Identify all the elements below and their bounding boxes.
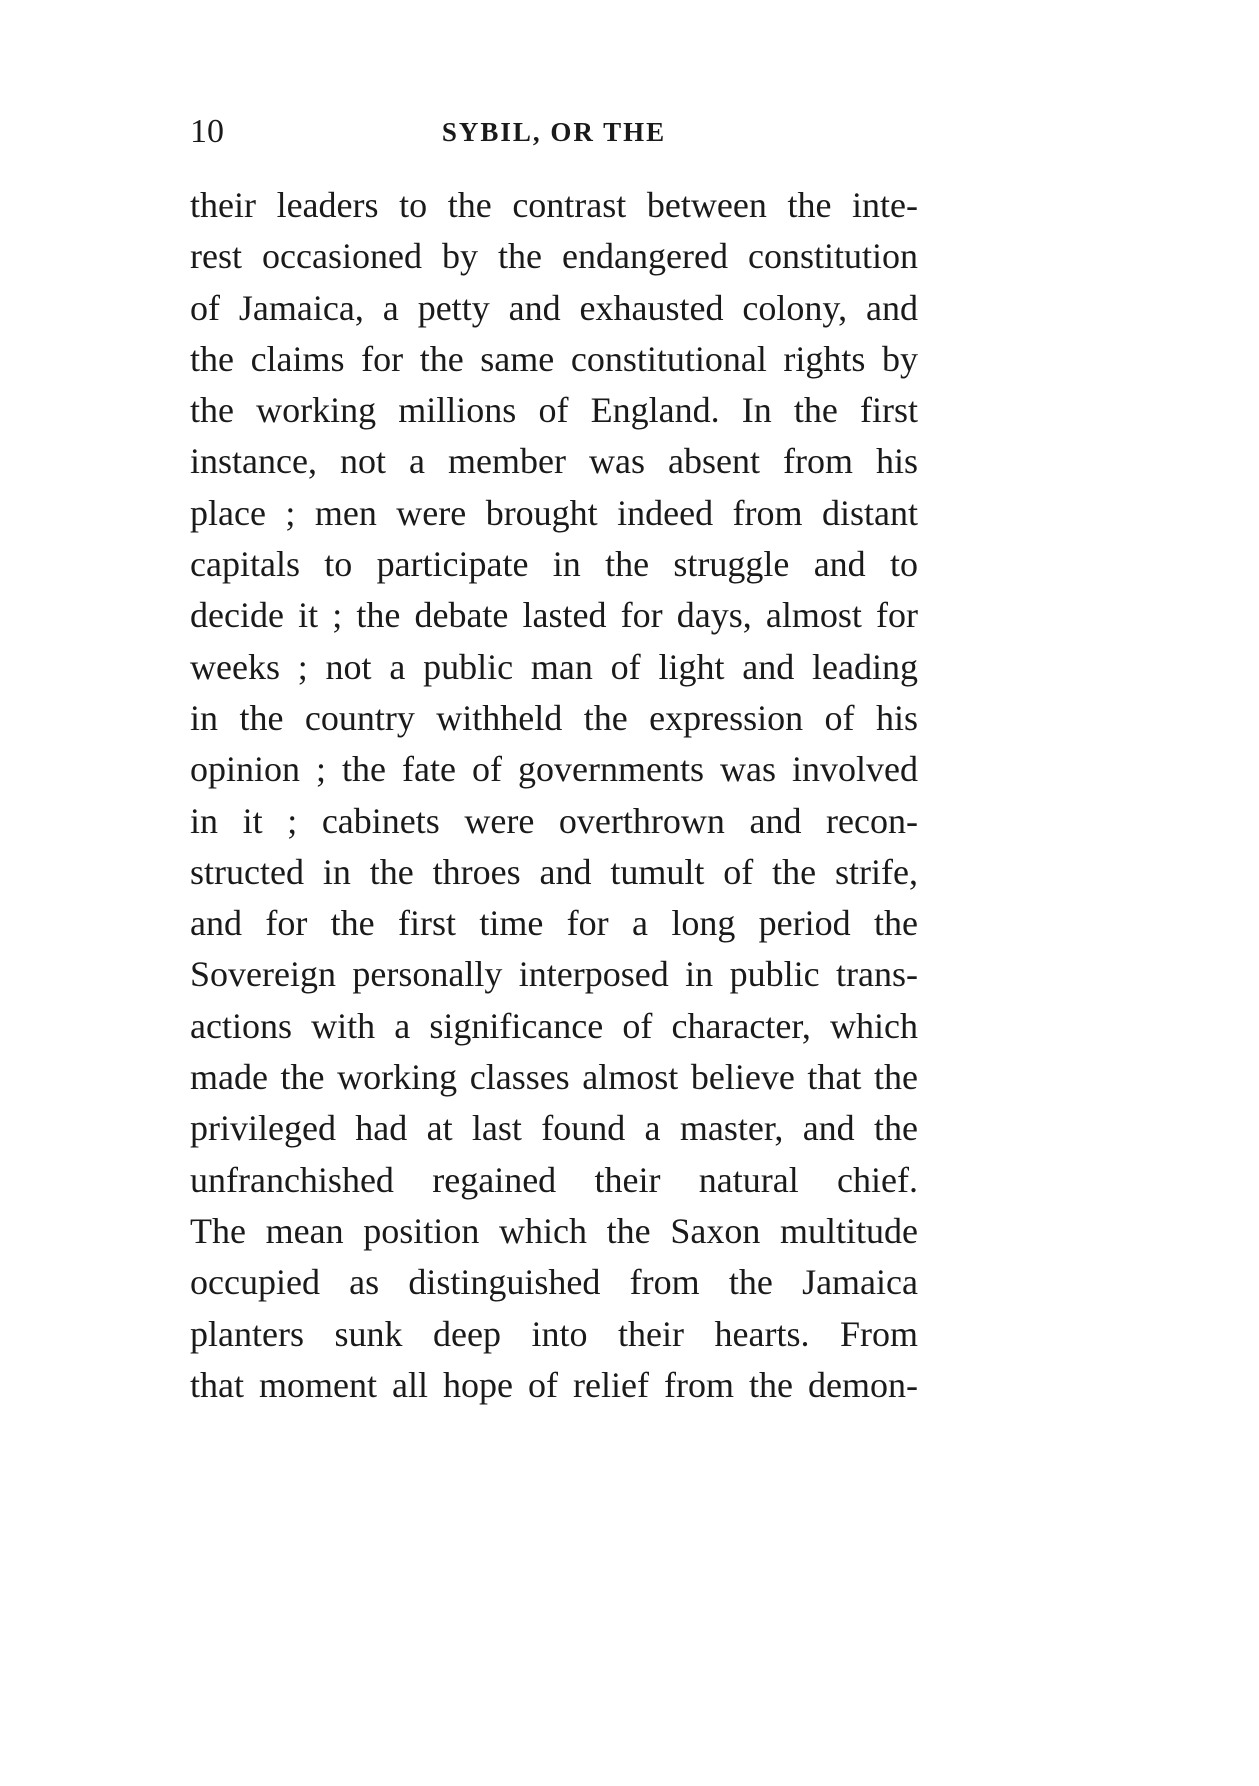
text-line: their leaders to the contrast between the inte- — [190, 185, 918, 225]
text-line: Sovereign personally interposed in public trans- — [190, 954, 918, 995]
text-line: instance, not a member was absent from his — [190, 441, 918, 482]
text-line: weeks ; not a public man of light and leading — [190, 646, 918, 687]
text-line: made the working classes almost believe that the — [190, 1057, 918, 1098]
text-line: occupied as distinguished from the Jamaica — [190, 1262, 918, 1303]
text-line: that moment all hope of relief from the demon- — [190, 1364, 918, 1405]
running-head: SYBIL, OR THE — [441, 117, 667, 147]
text-line: in it ; cabinets were overthrown and recon- — [190, 800, 918, 841]
text-line: the claims for the same constitutional rights by — [190, 338, 918, 379]
text-line: capitals to participate in the struggle and to — [190, 544, 918, 585]
text-line: the working millions of England. In the first — [190, 390, 918, 431]
text-line: The mean position which the Saxon multitude — [190, 1210, 918, 1251]
text-line: unfranchished regained their natural chief. — [190, 1159, 918, 1200]
body-text — [190, 180, 918, 1411]
text-line: and for the first time for a long period the — [190, 903, 918, 944]
text-line: actions with a significance of character, which — [190, 1005, 918, 1046]
page-header — [190, 108, 918, 156]
text-line: place ; men were brought indeed from distant — [190, 492, 918, 533]
text-line: structed in the throes and tumult of the strife, — [190, 851, 918, 892]
text-line: in the country withheld the expression of his — [190, 697, 918, 738]
text-line: privileged had at last found a master, and the — [190, 1108, 918, 1149]
page-number: 10 — [190, 113, 224, 150]
text-line: decide it ; the debate lasted for days, almost for — [190, 595, 918, 636]
text-line: opinion ; the fate of governments was involved — [190, 749, 918, 790]
text-line: rest occasioned by the endangered constitution — [190, 236, 918, 277]
text-line: planters sunk deep into their hearts. From — [190, 1313, 918, 1354]
text-line: of Jamaica, a petty and exhausted colony, and — [190, 287, 918, 328]
